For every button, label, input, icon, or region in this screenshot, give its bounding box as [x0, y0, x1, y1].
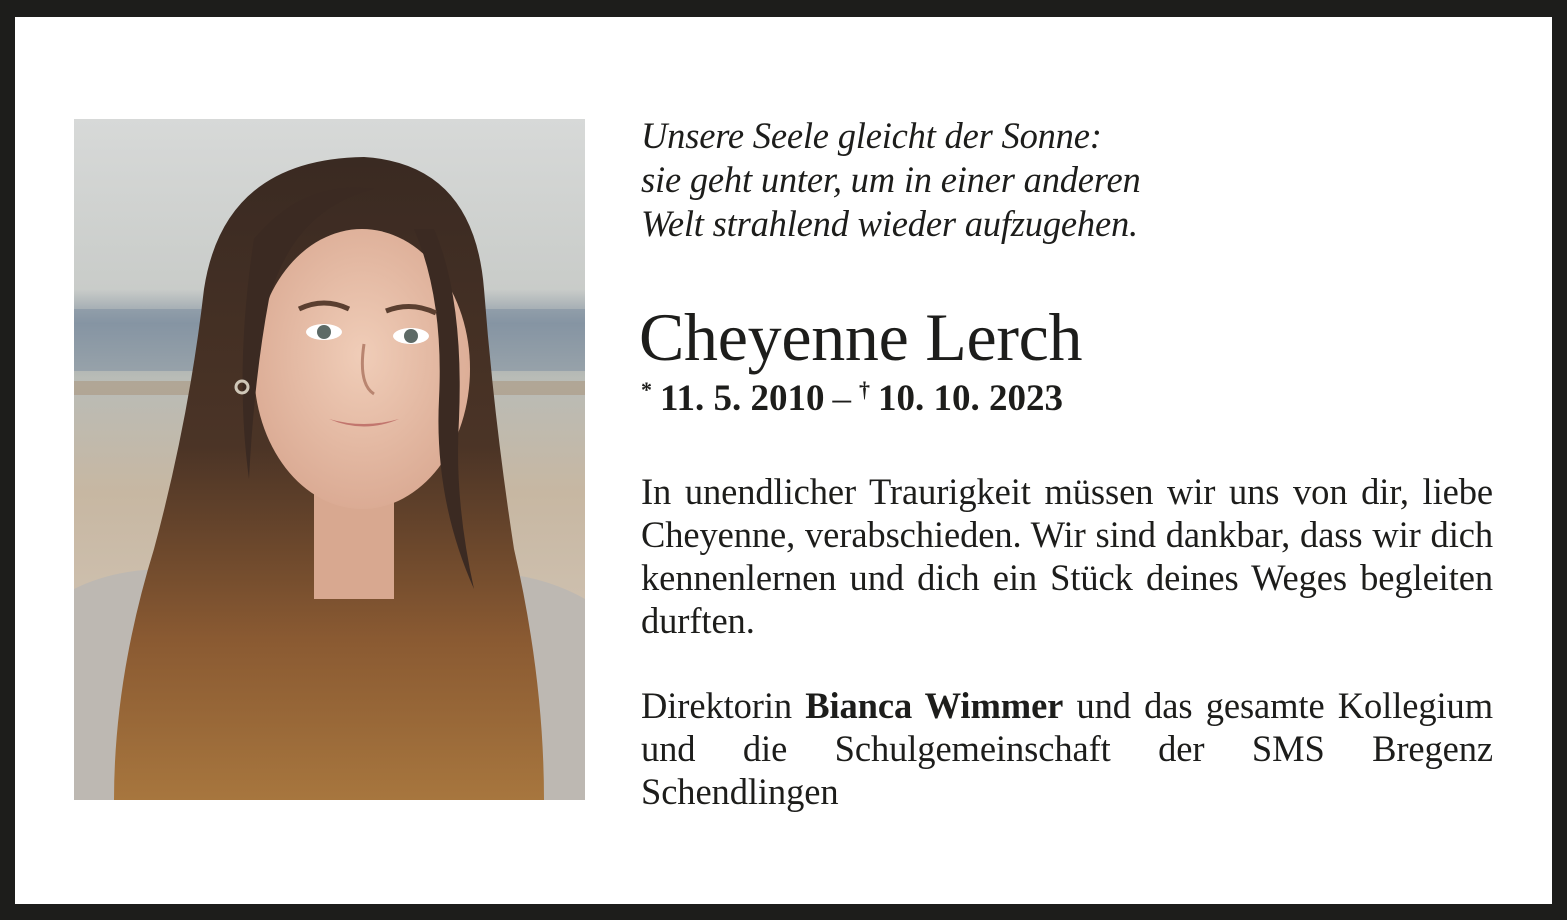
- condolence-message: [641, 470, 1493, 642]
- signature-prefix: Direktorin: [641, 685, 793, 726]
- obituary-text-column: [639, 114, 1493, 812]
- motto-line: sie geht unter, um in einer anderen: [641, 159, 1141, 200]
- signature-text: [641, 684, 1493, 813]
- date-separator: –: [832, 378, 851, 419]
- motto-line: Unsere Seele gleicht der Sonne:: [641, 115, 1102, 156]
- deceased-name: Cheyenne Lerch: [639, 299, 1083, 375]
- birth-date: 11. 5. 2010: [660, 378, 825, 419]
- signature-block: [641, 684, 1493, 813]
- birth-symbol: *: [641, 377, 652, 402]
- signature-suffix: und das gesamte Kollegium und die Schulgemeinschaft der SMS Bregenz Schendlingen: [641, 685, 1493, 812]
- motto-quote: [641, 114, 1493, 246]
- death-date: 10. 10. 2023: [877, 378, 1063, 419]
- portrait-photo: [74, 119, 585, 800]
- motto-line: Welt strahlend wieder aufzugehen.: [641, 203, 1138, 244]
- message-text: In unendlicher Traurigkeit müssen wir uns von dir, liebe Cheyenne, verabschieden. Wir sind dankbar, dass wir dich kennenlernen und dich ein Stück deines Weges begleiten durften.: [641, 471, 1493, 641]
- death-symbol: †: [858, 377, 870, 402]
- signature-person: Bianca Wimmer: [805, 685, 1064, 726]
- life-dates: [641, 377, 1063, 421]
